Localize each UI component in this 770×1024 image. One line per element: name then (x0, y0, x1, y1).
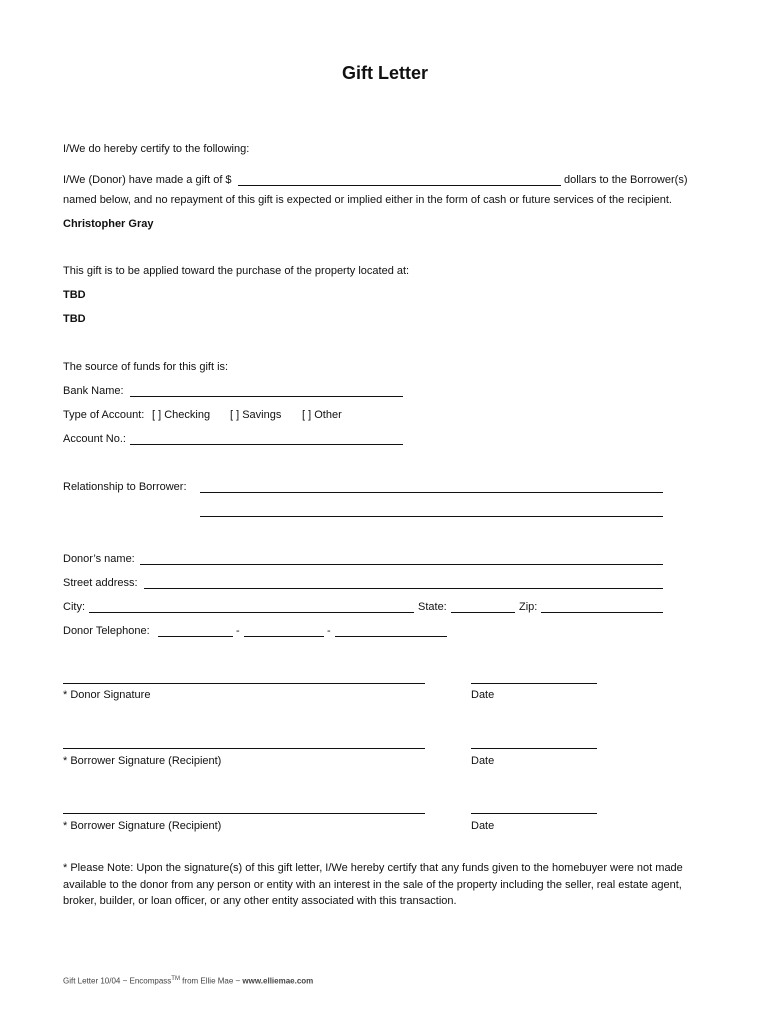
street-address-label: Street address: (63, 577, 138, 589)
gift-amount-suffix: dollars to the Borrower(s) (564, 174, 688, 186)
borrower-name: Christopher Gray (63, 218, 154, 230)
phone-area-code-field[interactable] (158, 636, 233, 637)
street-address-field[interactable] (144, 588, 663, 589)
borrower-date-label-1: Date (471, 755, 495, 767)
property-intro: This gift is to be applied toward the purchase of the property located at: (63, 265, 410, 277)
account-no-label: Account No.: (63, 433, 126, 445)
donor-date-label: Date (471, 689, 495, 701)
borrower-date-label-2: Date (471, 820, 495, 832)
gift-amount-label: I/We (Donor) have made a gift of $ (63, 174, 232, 186)
state-field[interactable] (451, 612, 515, 613)
page-title: Gift Letter (341, 63, 428, 83)
other-checkbox[interactable]: [ ] Other (302, 409, 342, 421)
page-footer (63, 976, 313, 986)
donor-name-field[interactable] (140, 564, 663, 565)
footer-prefix: Gift Letter 10/04 ~ Encompass (63, 976, 172, 986)
borrower-signature-label-1: * Borrower Signature (Recipient) (63, 755, 222, 767)
zip-label: Zip: (519, 601, 538, 613)
donor-telephone-label: Donor Telephone: (63, 625, 150, 637)
savings-checkbox[interactable]: [ ] Savings (230, 409, 282, 421)
account-type-label: Type of Account: (63, 409, 145, 421)
gift-terms-text: named below, and no repayment of this gift is expected or implied either in the form of cash or future services of the recipient. (63, 194, 672, 206)
checking-checkbox[interactable]: [ ] Checking (152, 409, 211, 421)
footer-trademark: TM (171, 976, 180, 982)
disclaimer-note: * Please Note: Upon the signature(s) of this gift letter, I/We hereby certify that any funds given to the homebuyer were not made available to the donor from any person or entity with an interest in the sale of the property including the seller, real estate agent, broker, builder, or loan officer, or any other entity associated with this transaction. (63, 862, 683, 907)
account-no-field[interactable] (130, 444, 403, 445)
borrower-date-field-1[interactable] (471, 748, 597, 749)
bank-name-label: Bank Name: (63, 385, 124, 397)
certify-intro: I/We do hereby certify to the following: (63, 143, 250, 155)
city-label: City: (63, 601, 85, 613)
donor-signature-field[interactable] (63, 683, 425, 684)
donor-signature-label: * Donor Signature (63, 689, 151, 701)
borrower-date-field-2[interactable] (471, 813, 597, 814)
phone-dash-1: - (236, 625, 240, 637)
borrower-signature-field-1[interactable] (63, 748, 425, 749)
city-field[interactable] (89, 612, 414, 613)
relationship-field-1[interactable] (200, 492, 663, 493)
relationship-label: Relationship to Borrower: (63, 481, 187, 493)
borrower-signature-label-2: * Borrower Signature (Recipient) (63, 820, 222, 832)
borrower-signature-field-2[interactable] (63, 813, 425, 814)
source-intro: The source of funds for this gift is: (63, 361, 229, 373)
property-line-1: TBD (63, 289, 86, 301)
zip-field[interactable] (541, 612, 663, 613)
phone-dash-2: - (327, 625, 331, 637)
donor-date-field[interactable] (471, 683, 597, 684)
relationship-field-2[interactable] (200, 516, 663, 517)
property-line-2: TBD (63, 313, 86, 325)
footer-middle: from Ellie Mae ~ (179, 976, 243, 986)
phone-prefix-field[interactable] (244, 636, 324, 637)
gift-amount-field[interactable] (238, 185, 561, 186)
bank-name-field[interactable] (130, 396, 403, 397)
donor-name-label: Donor’s name: (63, 553, 135, 565)
footer-website-link[interactable]: www.elliemae.com (242, 976, 314, 986)
state-label: State: (418, 601, 447, 613)
phone-line-field[interactable] (335, 636, 447, 637)
